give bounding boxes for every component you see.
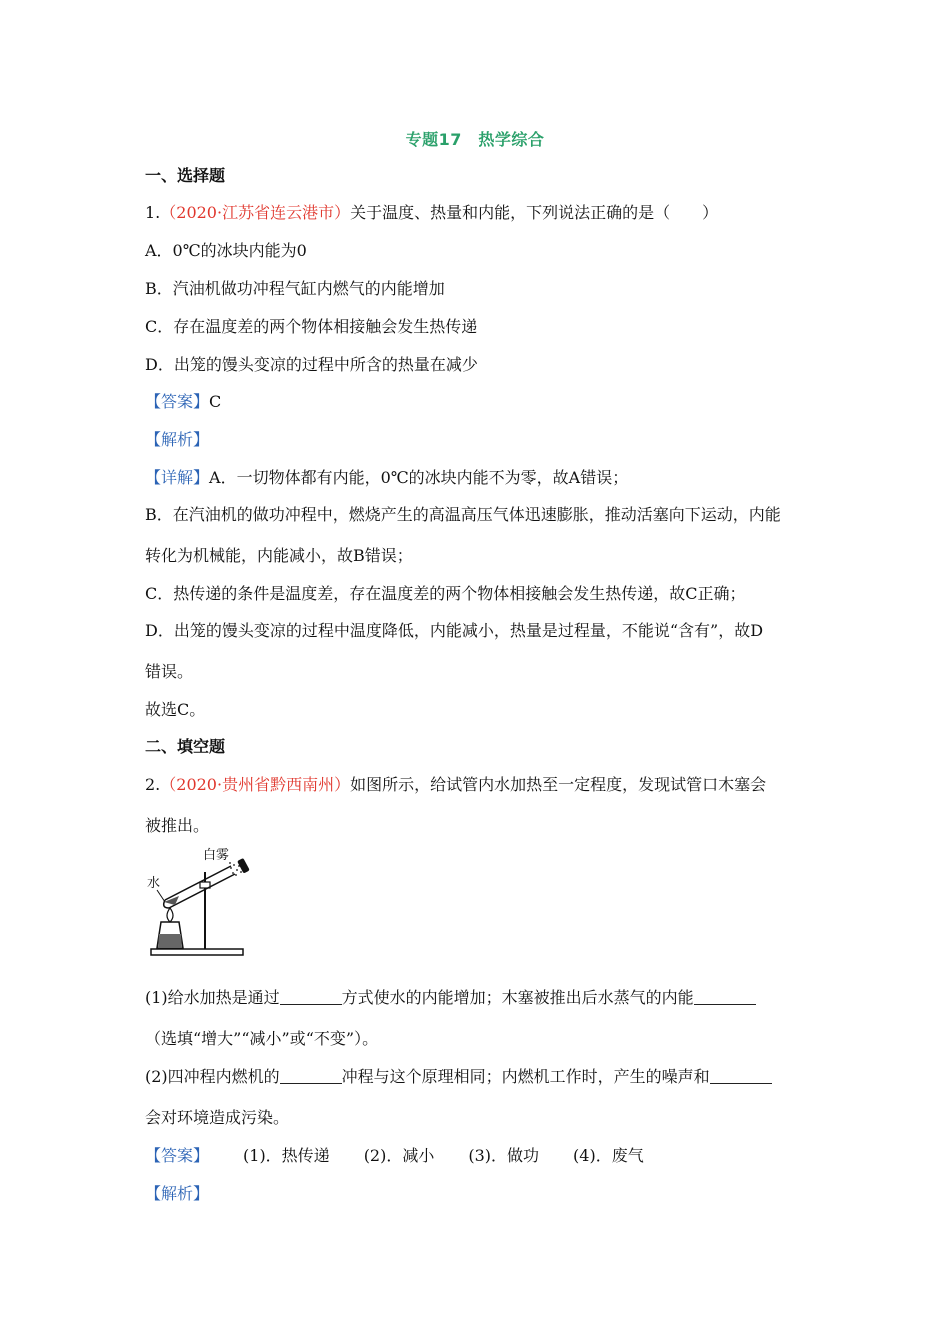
answer-item: (4)．废气 [573,1146,644,1165]
detail-line: B．在汽油机的做功冲程中，燃烧产生的高温高压气体迅速膨胀，推动活塞向下运动，内能 [145,505,781,524]
part-2-text-a: (2)四冲程内燃机的 [145,1067,280,1086]
detail-tag: 【详解】 [145,468,210,487]
answer-line [145,1145,644,1167]
question-2-stem-continued: 被推出。 [145,816,210,835]
test-tube [164,866,235,908]
analysis-tag: 【解析】 [145,430,210,449]
part-1-text-a: (1)给水加热是通过 [145,988,280,1007]
option-d: D．出笼的馒头变凉的过程中所含的热量在减少 [145,355,478,374]
part-1-line [145,987,756,1009]
part-1-hint: （选填“增大”“减小”或“不变”）。 [145,1029,379,1048]
detail-line: 转化为机械能，内能减小，故B错误； [145,546,413,565]
detail-line: C．热传递的条件是温度差，存在温度差的两个物体相接触会发生热传递，故C正确； [145,584,746,603]
water-pointer [157,890,165,902]
analysis-tag: 【解析】 [145,1184,210,1203]
question-number: 1. [145,203,161,222]
answer-blank-2 [694,988,756,1005]
option-c: C．存在温度差的两个物体相接触会发生热传递 [145,317,478,336]
question-text: 如图所示，给试管内水加热至一定程度，发现试管口木塞会 [350,775,767,794]
conclusion-line: 故选C。 [145,700,206,719]
option-b: B．汽油机做功冲程气缸内燃气的内能增加 [145,279,445,298]
detail-line [145,467,628,489]
answer-item: (3)．做功 [468,1146,540,1165]
answer-blank-3 [280,1067,342,1084]
question-number: 2. [145,775,161,794]
part-2-line [145,1066,772,1088]
section-heading-choice: 一、选择题 [145,166,226,185]
fog-label: 白雾 [203,848,230,863]
alcohol-lamp [157,908,183,948]
answer-item: (1)．热传递 [243,1146,330,1165]
test-tube-heating-figure [145,842,255,960]
answer-item: (2)．减小 [363,1146,435,1165]
part-1-text-b: 方式使水的内能增加；木塞被推出后水蒸气的内能 [341,988,694,1007]
option-a: A．0℃的冰块内能为0 [145,241,307,260]
stand-base [151,949,243,955]
detail-text: A．一切物体都有内能，0℃的冰块内能不为零，故A错误； [209,468,629,487]
detail-line: D．出笼的馒头变凉的过程中温度降低，内能减小，热量是过程量，不能说“含有”，故D [145,621,764,640]
question-source: （2020·江苏省连云港市） [160,203,351,222]
section-heading-fill: 二、填空题 [145,737,226,756]
answer-value: C [209,392,222,411]
page-title: 专题17 热学综合 [405,130,545,149]
answer-tag: 【答案】 [145,392,210,411]
question-text: 关于温度、热量和内能，下列说法正确的是（ ） [350,203,719,222]
detail-line: 错误。 [145,662,194,681]
answer-tag: 【答案】 [145,1146,210,1165]
question-1-stem [145,202,718,224]
question-source: （2020·贵州省黔西南州） [160,775,351,794]
part-2-continued: 会对环境造成污染。 [145,1108,290,1127]
answer-blank-1 [280,988,342,1005]
part-2-text-b: 冲程与这个原理相同；内燃机工作时，产生的噪声和 [341,1067,710,1086]
answer-blank-4 [710,1067,772,1084]
answer-line [145,391,221,413]
question-2-stem [145,774,766,796]
water-label: 水 [147,876,161,891]
